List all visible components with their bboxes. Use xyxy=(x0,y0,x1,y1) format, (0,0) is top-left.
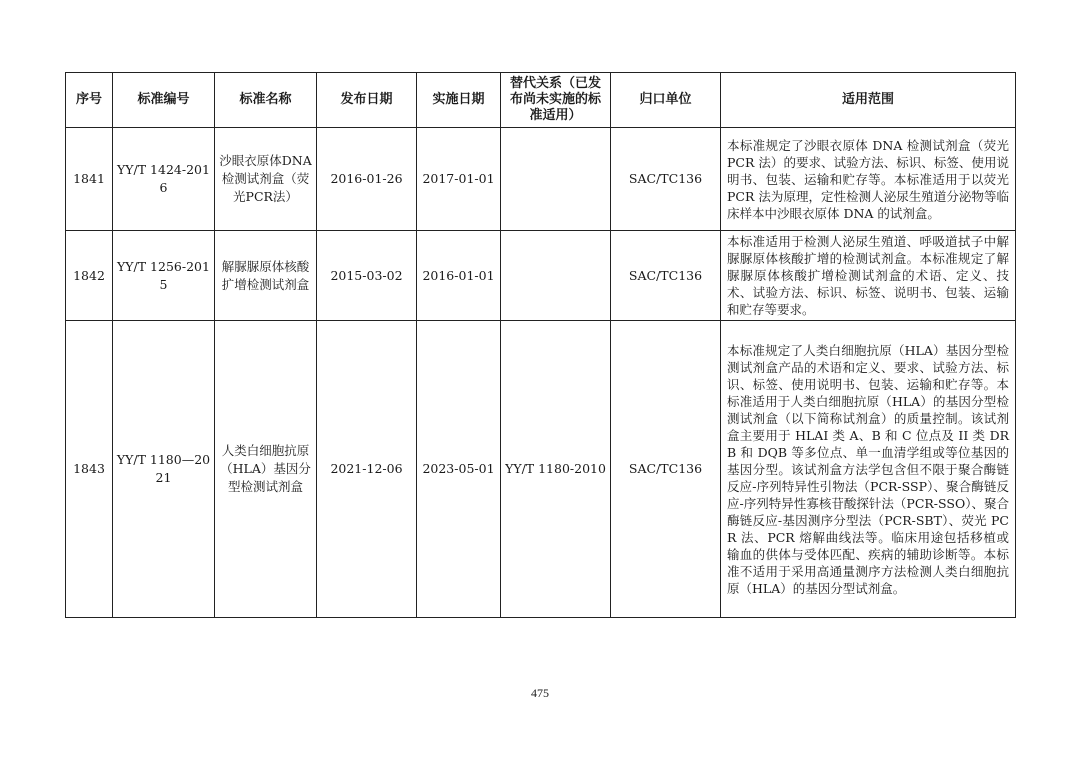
cell-publish-date: 2021-12-06 xyxy=(317,321,417,618)
cell-unit: SAC/TC136 xyxy=(611,231,721,321)
header-publish-date: 发布日期 xyxy=(317,73,417,128)
cell-name: 沙眼衣原体DNA检测试剂盒（荧光PCR法） xyxy=(215,128,317,231)
table-header-row xyxy=(66,73,1016,128)
header-name: 标准名称 xyxy=(215,73,317,128)
cell-code: YY/T 1180—2021 xyxy=(113,321,215,618)
cell-replacement xyxy=(501,128,611,231)
cell-scope: 本标准规定了人类白细胞抗原（HLA）基因分型检测试剂盒产品的术语和定义、要求、试验方法、标识、标签、使用说明书、包装、运输和贮存等。本标准适用于人类白细胞抗原（HLA）的基因分型检测试剂盒（以下简称试剂盒）的质量控制。该试剂盒主要用于 HLAI 类 A、B 和 C 位点及 II 类 DRB 和 DQB 等多位点、单一血清学组或等位基因的基因分型。该试剂盒方法学包含但不限于聚合酶链反应-序列特异性引物法（PCR-SSP）、聚合酶链反应-序列特异性寡核苷酸探针法（PCR-SSO）、聚合酶链反应-基因测序分型法（PCR-SBT）、荧光 PCR 法、PCR 熔解曲线法等。临床用途包括移植或输血的供体与受体匹配、疾病的辅助诊断等。本标准不适用于采用高通量测序方法检测人类白细胞抗原（HLA）的基因分型试剂盒。 xyxy=(721,321,1016,618)
cell-code: YY/T 1256-2015 xyxy=(113,231,215,321)
header-seq: 序号 xyxy=(66,73,113,128)
cell-publish-date: 2015-03-02 xyxy=(317,231,417,321)
cell-implement-date: 2023-05-01 xyxy=(417,321,501,618)
cell-publish-date: 2016-01-26 xyxy=(317,128,417,231)
cell-seq: 1842 xyxy=(66,231,113,321)
cell-seq: 1843 xyxy=(66,321,113,618)
table-row xyxy=(66,231,1016,321)
cell-scope: 本标准适用于检测人泌尿生殖道、呼吸道拭子中解脲脲原体核酸扩增的检测试剂盒。本标准规定了解脲脲原体核酸扩增检测试剂盒的术语、定义、技术、试验方法、标识、标签、说明书、包装、运输和贮存等要求。 xyxy=(721,231,1016,321)
cell-unit: SAC/TC136 xyxy=(611,128,721,231)
cell-replacement xyxy=(501,231,611,321)
table-row xyxy=(66,321,1016,618)
header-code: 标准编号 xyxy=(113,73,215,128)
cell-unit: SAC/TC136 xyxy=(611,321,721,618)
cell-scope: 本标准规定了沙眼衣原体 DNA 检测试剂盒（荧光 PCR 法）的要求、试验方法、标识、标签、使用说明书、包装、运输和贮存等。本标准适用于以荧光 PCR 法为原理，定性检测人泌尿生殖道分泌物等临床样本中沙眼衣原体 DNA 的试剂盒。 xyxy=(721,128,1016,231)
cell-name: 解脲脲原体核酸扩增检测试剂盒 xyxy=(215,231,317,321)
standards-table xyxy=(65,72,1016,618)
cell-seq: 1841 xyxy=(66,128,113,231)
page-number: 475 xyxy=(531,686,549,700)
header-implement-date: 实施日期 xyxy=(417,73,501,128)
header-replacement: 替代关系（已发布尚未实施的标准适用） xyxy=(501,73,611,128)
header-scope: 适用范围 xyxy=(721,73,1016,128)
header-unit: 归口单位 xyxy=(611,73,721,128)
table-row xyxy=(66,128,1016,231)
cell-replacement: YY/T 1180-2010 xyxy=(501,321,611,618)
cell-code: YY/T 1424-2016 xyxy=(113,128,215,231)
cell-implement-date: 2017-01-01 xyxy=(417,128,501,231)
cell-name: 人类白细胞抗原（HLA）基因分型检测试剂盒 xyxy=(215,321,317,618)
cell-implement-date: 2016-01-01 xyxy=(417,231,501,321)
